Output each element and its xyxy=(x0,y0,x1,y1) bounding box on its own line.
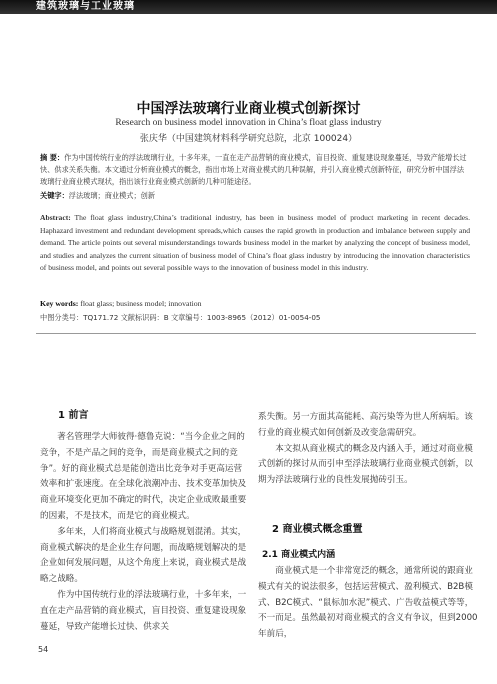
paper-authors: 张庆华（中国建筑材料科学研究总院，北京 100024） xyxy=(139,134,358,144)
paper-title-english: Research on business model innovation in China’s float glass industry xyxy=(115,118,382,128)
keywords-text-cn: 浮法玻璃；商业模式；创新 xyxy=(68,191,156,200)
abstract-label-en: Abstract: xyxy=(40,213,71,222)
keywords-cn xyxy=(40,190,470,202)
intro-paragraph-1: 著名管理学大师彼得·德鲁克说：“当今企业之间的竞争，不是产品之间的竞争，而是商业模式之间的竞争”。好的商业模式总是能创造出比竞争对手更高运营效率和扩张速度。在全球化浪潮冲击、技术变革加快及商业环境变化更加不确定的时代，决定企业成败最重要的因素，不是技术，而是它的商业模式。 xyxy=(40,432,247,521)
right-paragraph-1: 系失衡。另一方面其高能耗、高污染等为世人所病垢。该行业的商业模式如何创新及改变急需研究。 xyxy=(258,412,473,438)
page-number: 54 xyxy=(38,645,49,654)
right-paragraph-2: 本文拟从商业模式的概念及内涵入手，通过对商业模式创新的探讨从而引申至浮法玻璃行业商业模式创新，以期为浮法玻璃行业的良性发展抛砖引玉。 xyxy=(258,443,473,486)
keywords-label-en: Key words: xyxy=(40,299,79,308)
journal-name: 建筑玻璃与工业玻璃 xyxy=(36,1,135,12)
journal-header xyxy=(0,0,497,14)
classification-text: 中图分类号：TQ171.72 文献标识码：B 文章编号：1003-8965（2012）01-0054-05 xyxy=(40,313,321,322)
abstract-cn xyxy=(40,152,470,188)
keywords-label-cn: 关键字： xyxy=(40,191,69,200)
divider xyxy=(36,333,476,334)
section-heading-intro: 1 前言 xyxy=(58,410,89,421)
intro-paragraph-2: 多年来，人们将商业模式与战略规划混淆。其实，商业模式解决的是企业生存问题，而战略规划解决的是企业如何发展问题，从这个角度上来说，商业模式是战略之战略。 xyxy=(40,526,247,585)
abstract-label-cn: 摘 要： xyxy=(40,153,65,162)
right-column-top xyxy=(258,410,478,489)
section-heading-2: 2 商业模式概念重置 xyxy=(272,524,363,535)
left-column xyxy=(40,430,250,635)
abstract-text-cn: 作为中国传统行业的浮法玻璃行业，十多年来，一直在走产品营销的商业模式，盲目投资、重复建设现象蔓延，导致产能增长过快、供求关系失衡。本文通过分析商业模式的概念，指出市场上对商业模式的几种误解，并引入商业模式创新特征，研究分析中国浮法玻璃行业商业模式现状，指出该行业商业模式创新的几种可能途径。 xyxy=(40,153,467,186)
section-heading-2-1: 2.1 商业模式内涵 xyxy=(262,550,336,560)
abstract-text-en: The float glass industry,China’s traditional industry, has been in business model of product marketing in recent decades. Haphazard investment and redundant development spreads,which causes the rapid growth in production and imbalance between supply and demand. The article points out several misunderstandings towards business model in the market by analyzing the concept of business model, and studies and analyzes the current situation of business model of China’s float glass industry by introducing the innovation characteristics of business model, and points out several possible ways to the innovation of business model in this industry. xyxy=(40,213,471,272)
classification-line xyxy=(40,312,470,324)
section-2-1-paragraph: 商业模式是一个非常宽泛的概念，通常所说的跟商业模式有关的说法很多，包括运营模式、盈利模式、B2B模式、B2C模式、“鼠标加水泥”模式、广告收益模式等等，不一而足。虽然最初对商业模式的含义有争议，但到2000年前后， xyxy=(258,566,478,640)
keywords-en xyxy=(40,298,470,310)
right-column-bottom xyxy=(258,564,478,643)
abstract-en xyxy=(40,212,470,275)
intro-paragraph-3: 作为中国传统行业的浮法玻璃行业，十多年来，一直在走产品营销的商业模式，盲目投资、重复建设现象蔓延，导致产能增长过快、供求关 xyxy=(40,589,247,632)
paper-title: 中国浮法玻璃行业商业模式创新探讨 xyxy=(136,101,361,117)
keywords-text-en: float glass; business model; innovation xyxy=(80,299,202,308)
